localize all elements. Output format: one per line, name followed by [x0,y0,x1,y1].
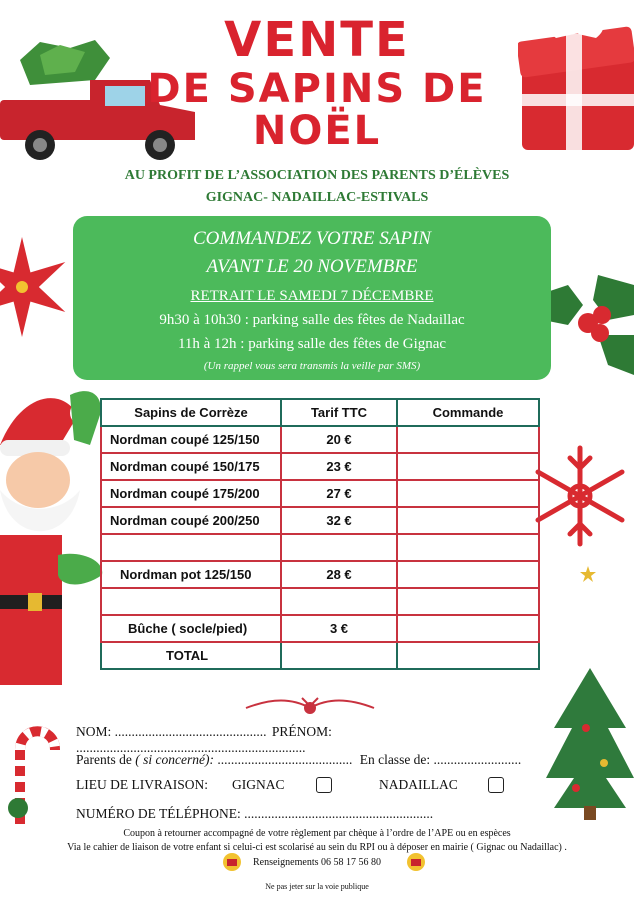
order-table [100,398,540,670]
litter-notice: Ne pas jeter sur la voie publique [265,882,369,891]
parents-label: Parents de [76,752,132,767]
school-icon [406,853,426,871]
table-header-row [101,399,539,426]
table-row [101,453,539,480]
subtitle-line1: AU PROFIT DE L’ASSOCIATION DES PARENTS D’ÉLÈVES [124,168,510,183]
nom-field[interactable]: NOM: ............................................. [76,724,267,739]
pickup-date: RETRAIT LE SAMEDI 7 DÉCEMBRE [190,288,434,304]
pickup-slot-nadaillac: 9h30 à 10h30 : parking salle des fêtes de Nadaillac [159,312,465,328]
option-nadaillac-label: NADAILLAC [379,777,458,792]
column-header-product: Sapins de Corrèze [101,399,281,426]
total-order-cell[interactable] [397,642,539,669]
product-name: Nordman coupé 150/175 [101,453,281,480]
total-price-cell[interactable] [281,642,397,669]
page-title-line1: VENTE [224,12,410,68]
poinsettia-icon [0,232,72,342]
table-row [101,507,539,534]
prenom-field[interactable]: PRÉNOM: .................................................................... [76,724,332,755]
gignac-checkbox[interactable] [316,777,332,793]
order-quantity-cell[interactable] [397,588,539,615]
product-price: 23 € [281,453,397,480]
sms-reminder-note: (Un rappel vous sera transmis la veille par SMS) [203,360,421,372]
santa-claus-icon [0,385,108,695]
page-title-line2: DE SAPINS DE [147,66,487,112]
column-header-price: Tarif TTC [281,399,397,426]
product-name: Nordman coupé 200/250 [101,507,281,534]
product-name: Nordman coupé 175/200 [101,480,281,507]
product-price: 3 € [281,615,397,642]
product-price [281,534,397,561]
nadaillac-checkbox[interactable] [488,777,504,793]
classe-field[interactable]: En classe de: .......................... [359,752,522,767]
footer-line2: Via le cahier de liaison de votre enfant si celui-ci est scolarisé au sein du RPI ou à déposer en mairie ( Gignac ou Nadaillac) . [67,842,567,853]
product-price [281,588,397,615]
column-header-order: Commande [397,399,539,426]
delivery-line [76,777,556,797]
parents-note: ( si concerné): [135,752,214,767]
footer-line1: Coupon à retourner accompagné de votre règlement par chèque à l’ordre de l’APE ou en espèces [123,828,511,839]
product-name: Bûche ( socle/pied) [101,615,281,642]
order-quantity-cell[interactable] [397,453,539,480]
product-price: 27 € [281,480,397,507]
contact-phone: Renseignements 06 58 17 56 80 [252,857,382,868]
table-row [101,561,539,588]
table-row [101,534,539,561]
delivery-label: LIEU DE LIVRAISON: [76,777,208,792]
parents-field[interactable]: ........................................ [217,752,353,767]
holly-icon [538,275,634,375]
christmas-tree-icon [546,668,634,820]
product-price: 20 € [281,426,397,453]
order-quantity-cell[interactable] [397,615,539,642]
subtitle-line2: GIGNAC- NADAILLAC-ESTIVALS [205,190,429,205]
order-deadline-line2: AVANT LE 20 NOVEMBRE [206,256,418,277]
star-icon [580,566,596,582]
candy-cane-icon [0,720,74,830]
table-row [101,588,539,615]
total-row [101,642,539,669]
table-row [101,480,539,507]
order-quantity-cell[interactable] [397,507,539,534]
product-price: 28 € [281,561,397,588]
table-row [101,426,539,453]
order-quantity-cell[interactable] [397,561,539,588]
table-row [101,615,539,642]
total-label: TOTAL [101,642,281,669]
product-name [101,588,281,615]
order-quantity-cell[interactable] [397,534,539,561]
option-gignac-label: GIGNAC [232,777,285,792]
ornament-divider-icon [242,690,378,722]
page-title-line3: NOËL [252,108,382,154]
order-quantity-cell[interactable] [397,480,539,507]
snowflake-icon [530,440,634,552]
order-quantity-cell[interactable] [397,426,539,453]
order-deadline-line1: COMMANDEZ VOTRE SAPIN [193,228,431,249]
pickup-slot-gignac: 11h à 12h : parking salle des fêtes de Gignac [177,336,447,352]
phone-field[interactable]: NUMÉRO DE TÉLÉPHONE: ........................................................ [76,806,434,821]
product-name: Nordman coupé 125/150 [101,426,281,453]
parents-line[interactable] [76,752,556,768]
product-name [101,534,281,561]
product-name: Nordman pot 125/150 [101,561,281,588]
product-price: 32 € [281,507,397,534]
order-info-box [73,216,551,380]
